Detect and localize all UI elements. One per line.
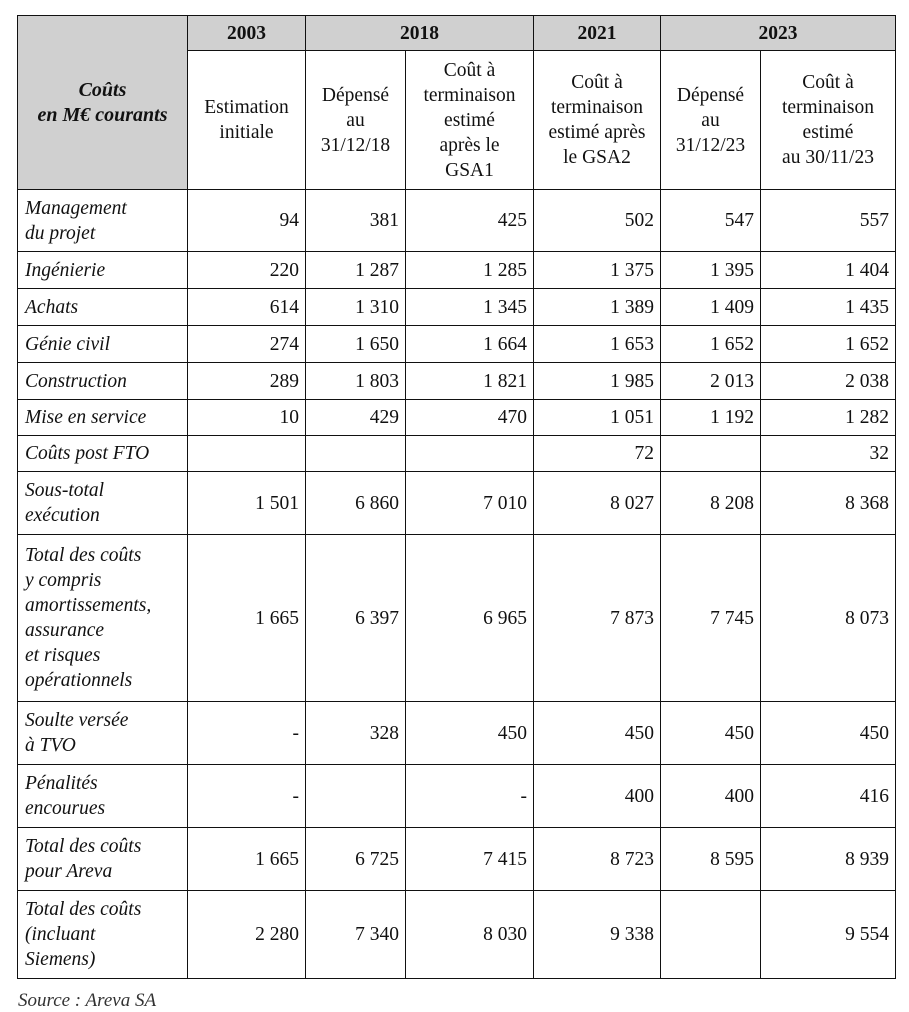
value-cell: 614: [188, 289, 306, 326]
column-header: Dépensé au 31/12/23: [661, 51, 761, 190]
row-label: Coûts post FTO: [18, 436, 188, 472]
table-row: [18, 326, 896, 363]
value-cell: 429: [306, 400, 406, 436]
value-cell: 425: [406, 190, 534, 252]
value-cell: 416: [761, 765, 896, 828]
row-label: Pénalités encourues: [18, 765, 188, 828]
value-cell: [306, 765, 406, 828]
value-cell: 2 280: [188, 891, 306, 979]
value-cell: 1 652: [761, 326, 896, 363]
row-label: Construction: [18, 363, 188, 400]
value-cell: 1 051: [534, 400, 661, 436]
row-label: Management du projet: [18, 190, 188, 252]
source-note: Source : Areva SA: [18, 990, 157, 1011]
value-cell: [188, 436, 306, 472]
row-label: Soulte versée à TVO: [18, 702, 188, 765]
year-header: 2018: [306, 16, 534, 51]
value-cell: 1 650: [306, 326, 406, 363]
value-cell: 450: [661, 702, 761, 765]
value-cell: 450: [406, 702, 534, 765]
value-cell: 1 501: [188, 472, 306, 535]
value-cell: 32: [761, 436, 896, 472]
value-cell: 502: [534, 190, 661, 252]
row-label: Mise en service: [18, 400, 188, 436]
value-cell: 7 415: [406, 828, 534, 891]
value-cell: 7 873: [534, 535, 661, 702]
year-header: 2021: [534, 16, 661, 51]
value-cell: 1 985: [534, 363, 661, 400]
value-cell: 557: [761, 190, 896, 252]
value-cell: 8 208: [661, 472, 761, 535]
value-cell: 274: [188, 326, 306, 363]
value-cell: 1 375: [534, 252, 661, 289]
row-label: Total des coûts y compris amortissements, assurance et risques opérationnels: [18, 535, 188, 702]
table-row: [18, 765, 896, 828]
value-cell: 9 338: [534, 891, 661, 979]
table-row: [18, 828, 896, 891]
row-label: Génie civil: [18, 326, 188, 363]
value-cell: 1 665: [188, 535, 306, 702]
table-row: [18, 289, 896, 326]
column-header: Estimation initiale: [188, 51, 306, 190]
value-cell: 7 010: [406, 472, 534, 535]
table-body: [18, 190, 896, 979]
value-cell: [306, 436, 406, 472]
value-cell: 7 340: [306, 891, 406, 979]
row-label: Total des coûts pour Areva: [18, 828, 188, 891]
value-cell: 470: [406, 400, 534, 436]
value-cell: 94: [188, 190, 306, 252]
value-cell: 10: [188, 400, 306, 436]
value-cell: 8 027: [534, 472, 661, 535]
value-cell: 1 389: [534, 289, 661, 326]
table-row: [18, 702, 896, 765]
value-cell: 1 409: [661, 289, 761, 326]
year-header-row: [18, 16, 896, 51]
column-header: Coût à terminaison estimé au 30/11/23: [761, 51, 896, 190]
value-cell: 1 285: [406, 252, 534, 289]
value-cell: 8 030: [406, 891, 534, 979]
value-cell: 9 554: [761, 891, 896, 979]
column-header: Coût à terminaison estimé après le GSA1: [406, 51, 534, 190]
value-cell: 1 821: [406, 363, 534, 400]
table-row: [18, 400, 896, 436]
value-cell: [661, 891, 761, 979]
value-cell: 400: [534, 765, 661, 828]
value-cell: 547: [661, 190, 761, 252]
value-cell: 1 395: [661, 252, 761, 289]
table-row: [18, 252, 896, 289]
value-cell: 450: [761, 702, 896, 765]
value-cell: 8 073: [761, 535, 896, 702]
value-cell: 1 404: [761, 252, 896, 289]
value-cell: 1 803: [306, 363, 406, 400]
value-cell: 450: [534, 702, 661, 765]
value-cell: 8 939: [761, 828, 896, 891]
row-label: Achats: [18, 289, 188, 326]
value-cell: 400: [661, 765, 761, 828]
table-row: [18, 436, 896, 472]
value-cell: 1 287: [306, 252, 406, 289]
value-cell: [661, 436, 761, 472]
value-cell: -: [188, 702, 306, 765]
value-cell: 1 665: [188, 828, 306, 891]
table-row: [18, 472, 896, 535]
value-cell: 72: [534, 436, 661, 472]
value-cell: 6 860: [306, 472, 406, 535]
value-cell: 1 345: [406, 289, 534, 326]
value-cell: 2 038: [761, 363, 896, 400]
year-header: 2023: [661, 16, 896, 51]
column-header: Dépensé au 31/12/18: [306, 51, 406, 190]
value-cell: 328: [306, 702, 406, 765]
corner-header: Coûts en M€ courants: [18, 16, 188, 190]
column-header: Coût à terminaison estimé après le GSA2: [534, 51, 661, 190]
value-cell: 1 664: [406, 326, 534, 363]
cost-table: [17, 15, 896, 979]
table-row: [18, 190, 896, 252]
value-cell: [406, 436, 534, 472]
value-cell: 6 725: [306, 828, 406, 891]
value-cell: 8 595: [661, 828, 761, 891]
row-label: Ingénierie: [18, 252, 188, 289]
value-cell: 1 435: [761, 289, 896, 326]
value-cell: 381: [306, 190, 406, 252]
value-cell: 6 397: [306, 535, 406, 702]
value-cell: 1 653: [534, 326, 661, 363]
value-cell: 1 282: [761, 400, 896, 436]
value-cell: 1 192: [661, 400, 761, 436]
table-row: [18, 891, 896, 979]
row-label: Total des coûts (incluant Siemens): [18, 891, 188, 979]
table-row: [18, 535, 896, 702]
value-cell: 289: [188, 363, 306, 400]
value-cell: 2 013: [661, 363, 761, 400]
value-cell: 220: [188, 252, 306, 289]
value-cell: 7 745: [661, 535, 761, 702]
value-cell: -: [406, 765, 534, 828]
table-row: [18, 363, 896, 400]
value-cell: 8 723: [534, 828, 661, 891]
value-cell: -: [188, 765, 306, 828]
value-cell: 1 652: [661, 326, 761, 363]
year-header: 2003: [188, 16, 306, 51]
value-cell: 1 310: [306, 289, 406, 326]
row-label: Sous-total exécution: [18, 472, 188, 535]
value-cell: 8 368: [761, 472, 896, 535]
value-cell: 6 965: [406, 535, 534, 702]
